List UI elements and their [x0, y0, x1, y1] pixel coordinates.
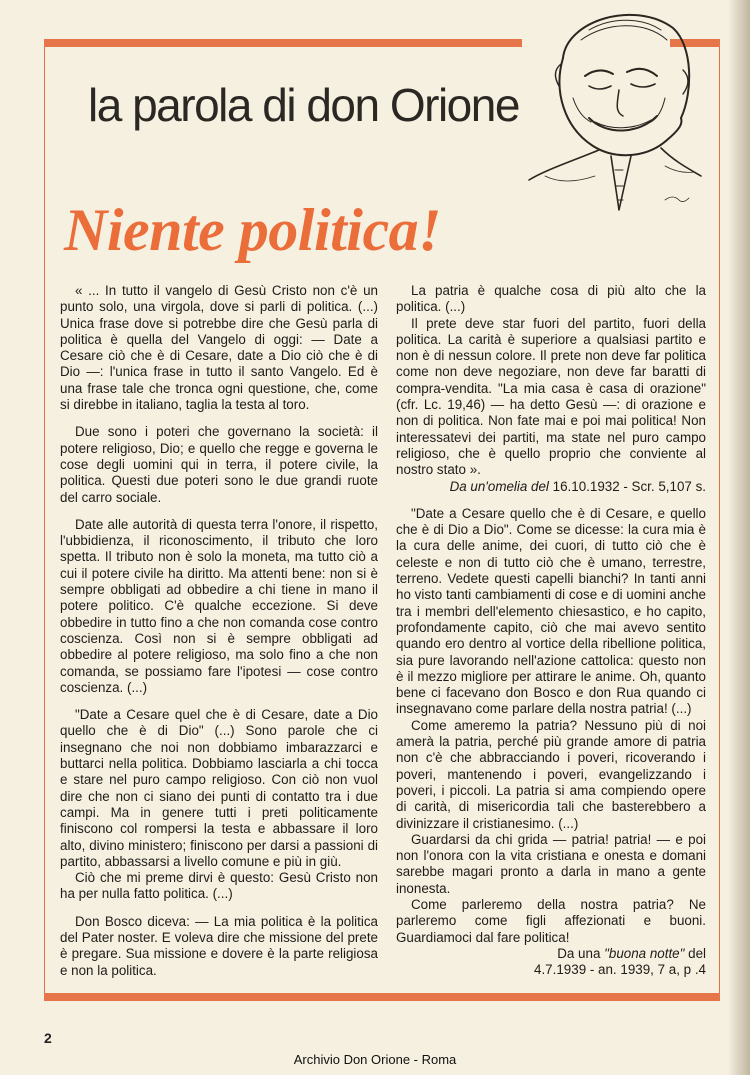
paragraph: La patria è qualche cosa di più alto che la politica. (...) [396, 283, 706, 315]
source-citation [396, 479, 706, 495]
paragraph: Come ameremo la patria? Nessuno più di noi amerà la patria, perché più grande amore di patria non c'è che abbracciando i poveri, ricoverando i poveri, mantenendo i poveri, evangelizzando i poveri, i piccoli. La patria si ama compiendo opere di carità, di misericordia tali che basterebbero a divinizzare il cristianesimo. (...) [396, 717, 706, 831]
headline: Niente politica! [64, 197, 441, 263]
source-ref: 4.7.1939 - an. 1939, 7 a, p .4 [534, 962, 706, 978]
paragraph: Guardarsi da chi grida — patria! patria! — e poi non l'onora con la vita cristiana e onesta e domani sarebbe magari pronto a darla in mano a gente inonesta. [396, 831, 706, 896]
left-column [60, 283, 378, 979]
right-column [396, 283, 706, 978]
source-citation [396, 946, 706, 979]
paragraph: "Date a Cesare quel che è di Cesare, date a Dio quello che è di Dio" (...) Sono parole che ci insegnano che noi non dobbiamo imbarazzarci e buttarci nella politica. Dobbiamo lasciarla a chi tocca e stare nel puro campo religioso. Con ciò non vuol dire che non ci siano dei punti di contatto tra i due campi. Ma in genere tutti i preti politicamente finiscono col rompersi la testa e abbassare il loro alto, divino ministero; finiscono per darsi a passioni di partito, abbassarsi a livello comune e più in giù. [60, 707, 378, 869]
paragraph: Date alle autorità di questa terra l'onore, il rispetto, l'ubbidienza, il riconoscimento, il tributo che loro spetta. Il tributo non è solo la moneta, ma tutto ciò a cui il potere civile ha diritto. Ma attenti bene: non si è sempre obbligati ad obbedire a chi tiene in mano il potere politico. C'è qualche eccezione. Si deve obbedire in tutto fino a che non comanda cose contro coscienza. Così non si è sempre obbligati ad obbedire al potere religioso, ma solo fino a che non comanda, se possiamo fare l'ipotesi — cose contro coscienza. (...) [60, 516, 378, 695]
page-gutter-shadow [728, 0, 750, 1075]
section-title: la parola di don Orione [88, 79, 519, 131]
source-ref: 16.10.1932 - Scr. 5,107 s. [552, 478, 706, 494]
source-prefix: Da un'omelia del [449, 478, 549, 494]
top-rule [44, 39, 522, 47]
page-number: 2 [44, 1030, 52, 1046]
bottom-rule [44, 993, 720, 1001]
paragraph: Come parleremo della nostra patria? Ne parleremo come figli affezionati e buoni. Guardiamoci dal fare politica! [396, 896, 706, 945]
paragraph: Don Bosco diceva: — La mia politica è la politica del Pater noster. E voleva dire che missione del prete è pregare. Sua missione e dovere è la parte religiosa e non la politica. [60, 913, 378, 978]
paragraph: Due sono i poteri che governano la società: il potere religioso, Dio; e quello che regge e governa le cose degli uomini qui in terra, il potere civile, la politica. Questi due poteri sono le due grandi ruote del carro sociale. [60, 424, 378, 505]
paragraph: « ... In tutto il vangelo di Gesù Cristo non c'è un punto solo, una virgola, dove si parli di politica. (...) Unica frase dove si potrebbe dire che Gesù parla di politica è quella del Vangelo di oggi: — Date a Cesare ciò che è di Cesare, date a Dio ciò che è di Dio —: l'unica frase in tutto il santo Vangelo. Ed è una frase tale che tronca ogni questione, che, come si direbbe in italiano, taglia la testa al toro. [60, 283, 378, 413]
source-suffix: del [688, 945, 706, 961]
source-prefix: Da una [557, 945, 601, 961]
archive-caption: Archivio Don Orione - Roma [293, 1052, 457, 1067]
paragraph: Il prete deve star fuori del partito, fuori della politica. La carità è superiore a qualsiasi partito e non è di nessun colore. Il prete non deve far politica come non deve negoziare, non deve far baratti di compra-vendita. "La mia casa è casa di orazione" (cfr. Lc. 19,46) — ha detto Gesù —: di orazione e non di politica. Non fate mai e poi mai politica! Non interessatevi dei partiti, ma state nel puro campo religioso, che è quello proprio che conviente al nostro stato ». [396, 315, 706, 478]
portrait-sketch-icon [515, 0, 715, 225]
paragraph: Ciò che mi preme dirvi è questo: Gesù Cristo non ha per nulla fatto politica. (...) [60, 870, 378, 902]
paragraph: "Date a Cesare quello che è di Cesare, e quello che è di Dio a Dio". Come se dicesse: la cura mia è la cura delle anime, dei cuori, di tutto ciò che è celeste e non di tutto ciò che è umano, terrestre, terreno. Vedete questi capelli bianchi? In tanti anni ho visto tanti cambiamenti di cose e di uomini anche tra i membri dell'elemento chiesastico, e ho capito, profondamente capito, ciò che mai avevo sentito quando ero dentro al vortice della ribellione politica, sia pure lavorando nell'azione cattolica: questo non è il mezzo migliore per attirare le anime. Oh, quanto bene ci facevano don Bosco e don Rua quando ci insegnavano come parlare della nostra patria! (...) [396, 505, 706, 717]
source-title: "buona notte" [604, 945, 685, 961]
